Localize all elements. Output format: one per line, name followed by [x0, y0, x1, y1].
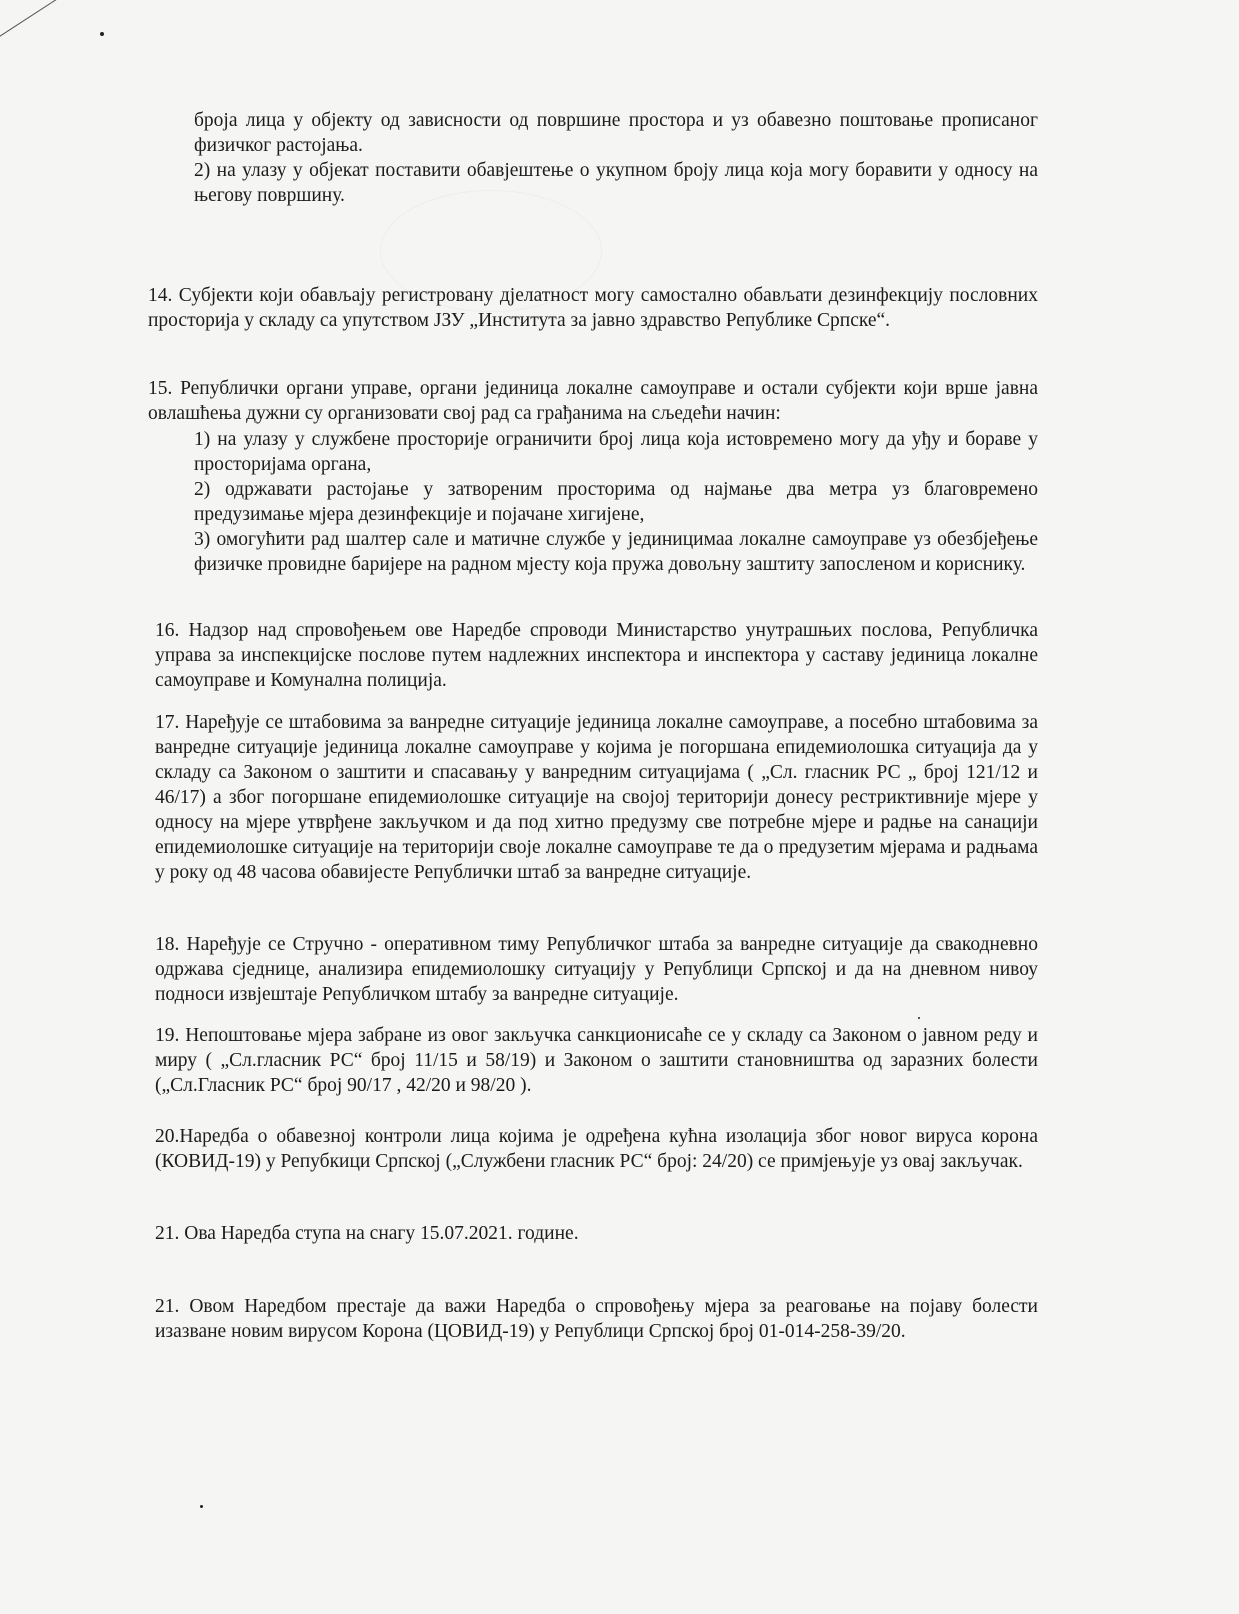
continuation-block [194, 108, 1038, 208]
paragraph-14: 14. Субјекти који обављају регистровану дјелатност могу самостално обављати дезинфекцију пословних просторија у складу са упутством ЈЗУ „Института за јавно здравство Републике Српске“. [148, 285, 1038, 331]
paragraph-17: 17. Наређује се штабовима за ванредне ситуације јединица локалне самоуправе, а посебно штабовима за ванредне ситуације јединица локалне самоуправе у којима је погоршана епидемиолошка ситуација да у складу са Законом о заштити и спасавању у ванредним ситуацијама ( „Сл. гласник РС „ број 121/12 и 46/17) а због погоршане епидемиолошке ситуације на својој територији донесу рестриктивније мјере у односу на мјере утврђене закључком и да под хитно предузму све потребне мјере и радње на санацији епидемиолошке ситуације на територији своје локалне самоуправе те да о предузетим мјерама и радњама у року од 48 часова обавијесте Републички штаб за ванредне ситуације. [155, 712, 1038, 883]
continuation-item-2: 2) на улазу у објекат поставити обавјештење о укупном броју лица која могу боравити у односу на његову површину. [194, 160, 1038, 206]
paragraph-21-effective-date: 21. Ова Наредба ступа на снагу 15.07.2021. године. [155, 1223, 579, 1244]
continuation-line-1: броја лица у објекту од зависности од површине простора и уз обавезно поштовање прописаног физичког растојања. [194, 110, 1038, 156]
paragraph-15-item-2: 2) одржавати растојање у затвореним просторима од најмање два метра уз благовремено предузимање мјера дезинфекције и појачане хигијене, [194, 479, 1038, 525]
paragraph-19: 19. Непоштовање мјера забране из овог закључка санкционисаће се у складу са Законом о јавном реду и миру ( „Сл.гласник РС“ број 11/15 и 58/19) и Законом о заштити становништва од заразних болести („Сл.Гласник РС“ број 90/17 , 42/20 и 98/20 ). [155, 1025, 1038, 1096]
paragraph-15-item-3: 3) омогућити рад шалтер сале и матичне службе у јединицимаа локалне самоуправе уз обезбјеђење физичке провидне баријере на радном мјесту која пружа довољну заштиту запосленом и кориснику. [194, 529, 1038, 575]
paragraph-16: 16. Надзор над спровођењем ове Наредбе спроводи Министарство унутрашњих послова, Републичка управа за инспекцијске послове путем надлежних инспектора и инспектора у саставу јединица локалне самоуправе и Комунална полиција. [155, 620, 1038, 691]
paragraph-21-repeal: 21. Овом Наредбом престаје да важи Наредба о спровођењу мјера за реаговање на појаву болести изазване новим вирусом Корона (ЦОВИД-19) у Републици Српској број 01-014-258-39/20. [155, 1296, 1038, 1342]
paragraph-18: 18. Наређује се Стручно - оперативном тиму Републичког штаба за ванредне ситуације да свакодневно одржава сједнице, анализира епидемиолошку ситуацију у Републици Српској и да на дневном нивоу подноси извјештаје Републичком штабу за ванредне ситуације. [155, 934, 1038, 1005]
paragraph-20: 20.Наредба о обавезној контроли лица којима је одређена кућна изолација због новог вируса корона (КОВИД-19) у Репубкици Српској („Службени гласник РС“ број: 24/20) се примјењује уз овај закључак. [155, 1126, 1038, 1172]
scan-speck [200, 1505, 203, 1508]
scan-speck [918, 1017, 920, 1019]
paragraph-15-intro: 15. Републички органи управе, органи јединица локалне самоуправе и остали субјекти који врше јавна овлашћења дужни су организовати свој рад са грађанима на сљедећи начин: [148, 378, 1038, 424]
paragraph-15-item-1: 1) на улазу у службене просторије ограничити број лица која истовремено могу да уђу и бораве у просторијама органа, [194, 429, 1038, 475]
paragraph-15-list [194, 427, 1038, 577]
scan-speck [100, 32, 104, 36]
scan-artifact-line [0, 0, 116, 43]
